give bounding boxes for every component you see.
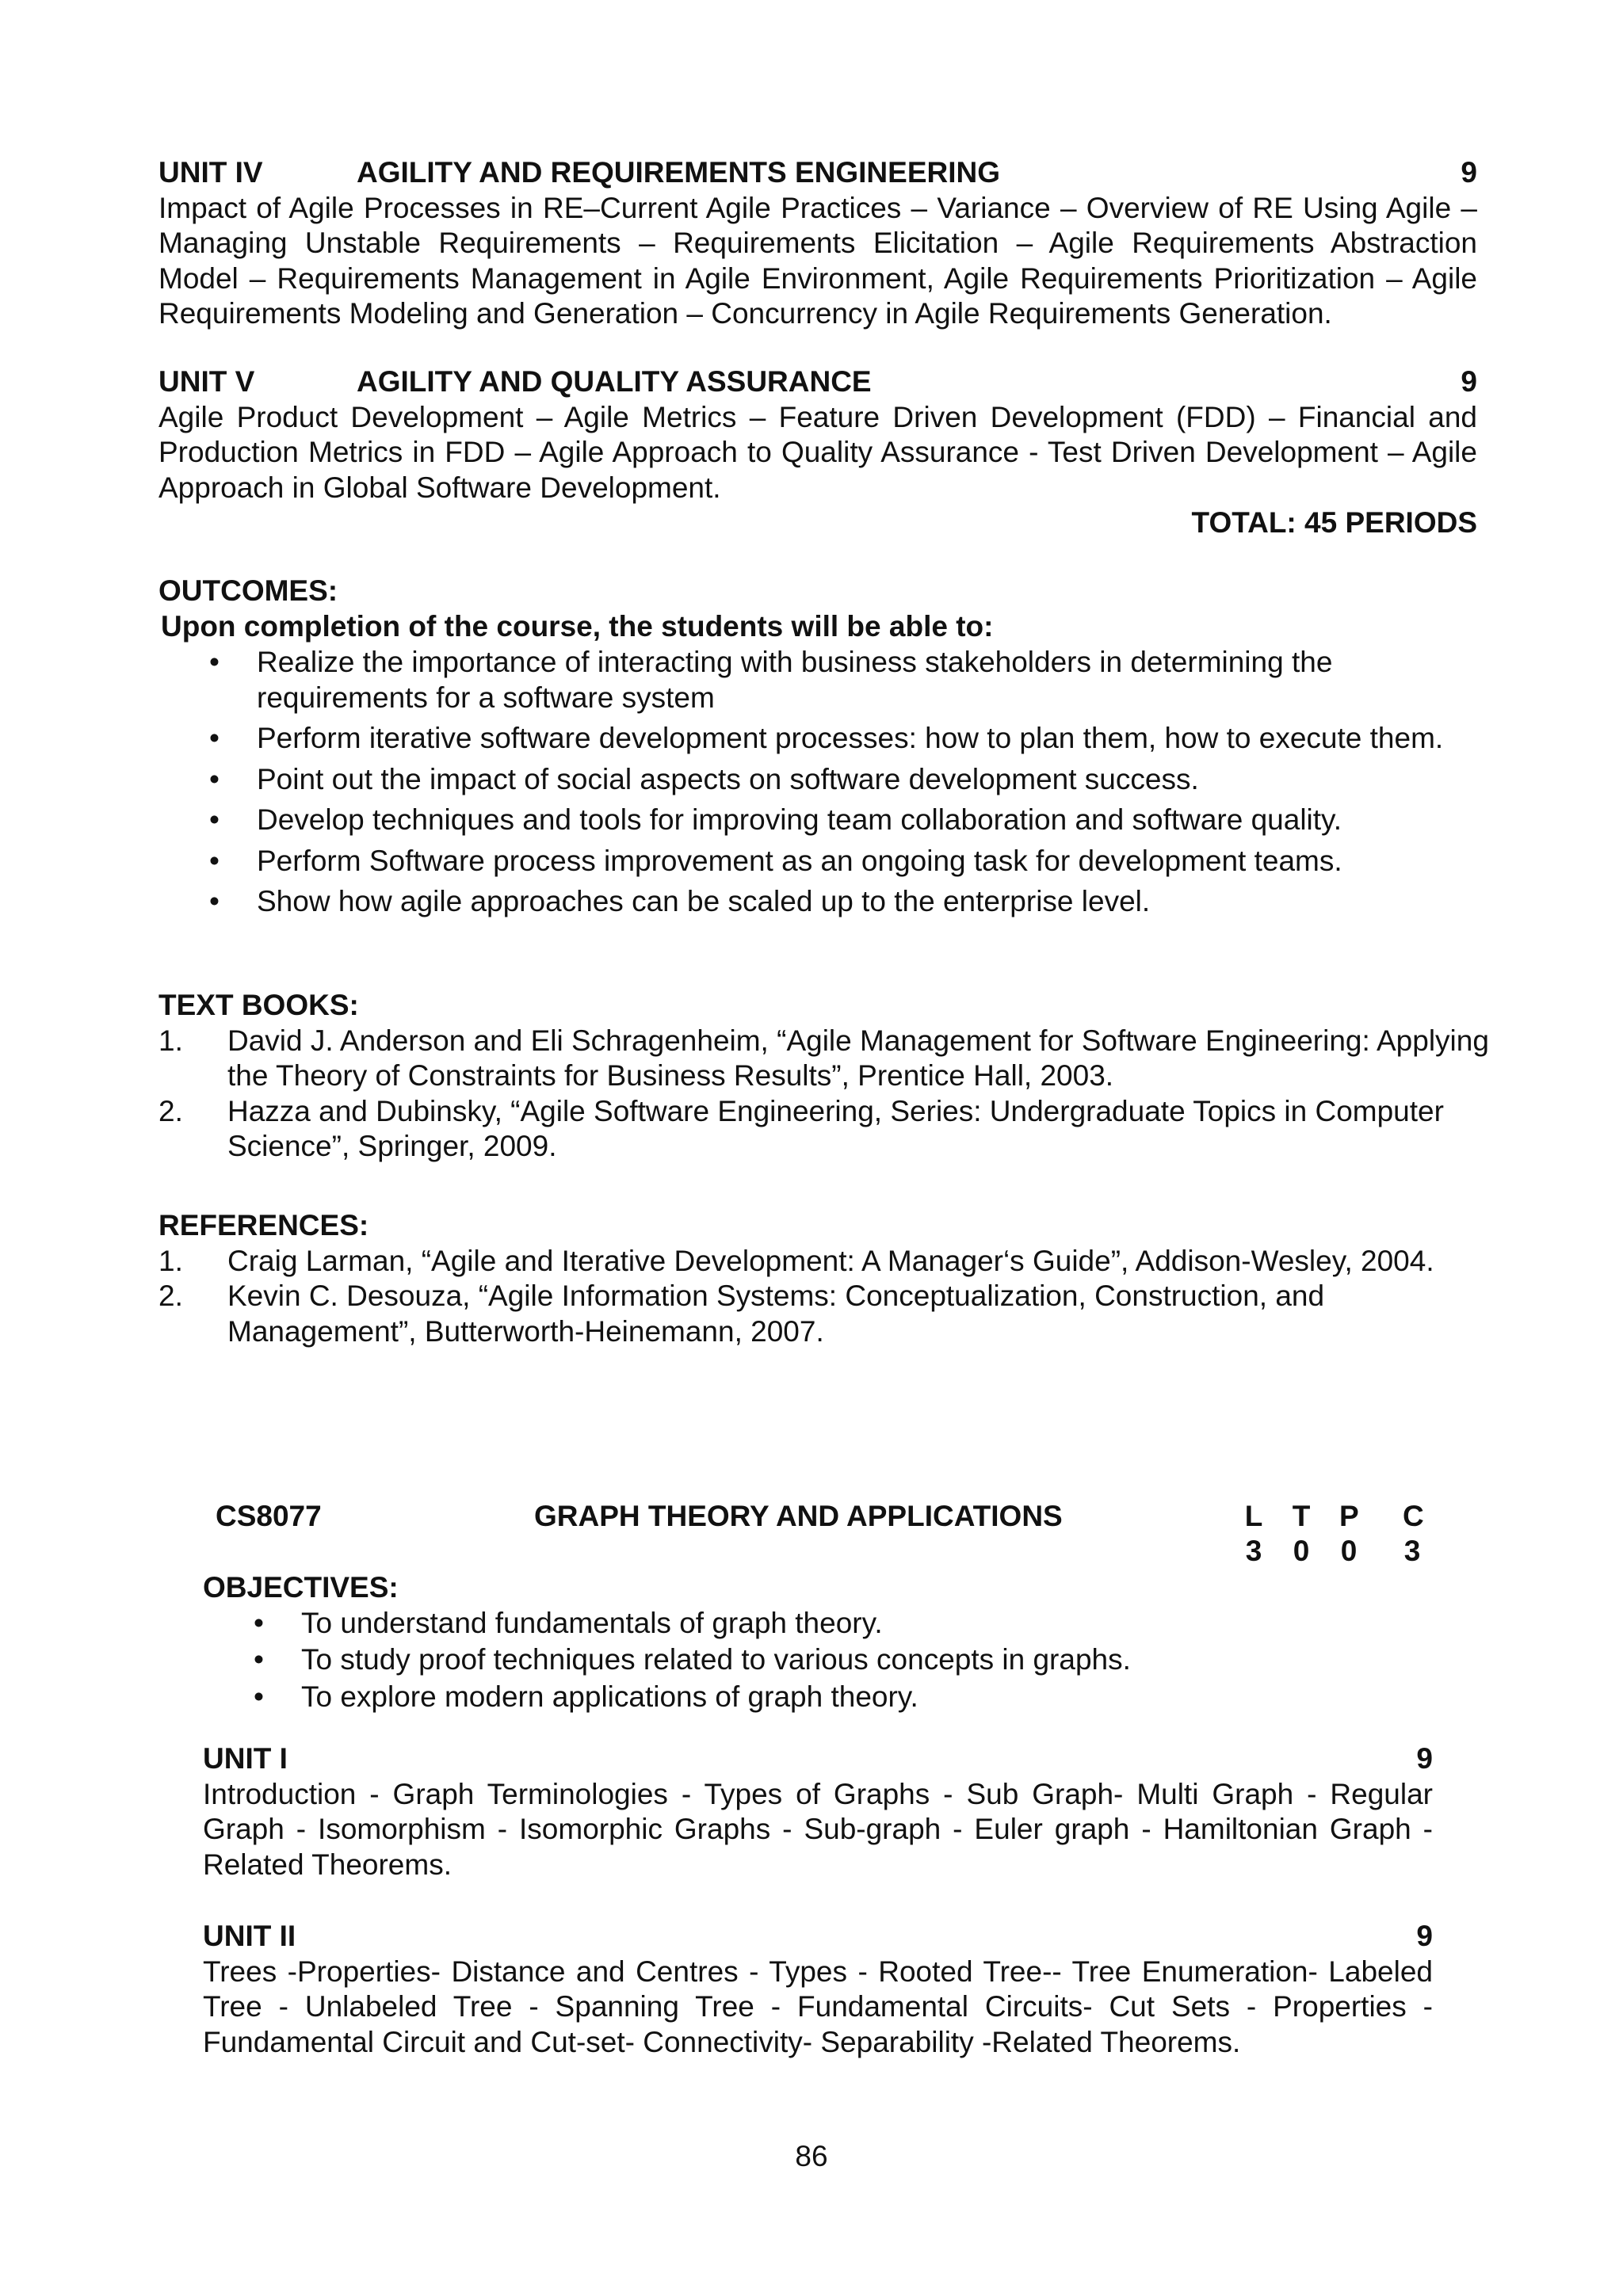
unit-i-content: Introduction - Graph Terminologies - Types of Graphs - Sub Graph- Multi Graph - Regular Graph - Isomorphism - Isomorphic Graphs - Sub-graph - Euler graph - Hamiltonian Graph - Related Theorems. — [203, 1777, 1433, 1881]
reference-text: Craig Larman, “Agile and Iterative Development: A Manager‘s Guide”, Addison-Wesley, 2004. — [227, 1244, 1434, 1277]
text-book-text: Hazza and Dubinsky, “Agile Software Engineering, Series: Undergraduate Topics in Computer Science”, Springer, 2009. — [227, 1094, 1444, 1162]
outcomes-intro: Upon completion of the course, the students will be able to: — [161, 609, 994, 643]
ltpc-label-l: L — [1244, 1500, 1263, 1532]
ltpc-value-l: 3 — [1245, 1535, 1262, 1567]
bullet-icon: • — [254, 1643, 264, 1676]
unit-i-hours: 9 — [1416, 1742, 1433, 1775]
text-books-section — [158, 988, 1506, 1165]
unit-ii-hours: 9 — [1416, 1920, 1433, 1952]
objective-item — [203, 1606, 1439, 1642]
unit-v-label: UNIT V — [158, 365, 255, 398]
ltpc-value-p: 0 — [1340, 1535, 1358, 1567]
outcome-text: Point out the impact of social aspects on software development success. — [257, 762, 1199, 795]
unit-i-header — [203, 1741, 1433, 1777]
outcomes-section — [158, 574, 1506, 920]
reference-number: 2. — [158, 1280, 183, 1312]
unit-v-header — [158, 364, 1477, 400]
unit-v-title: AGILITY AND QUALITY ASSURANCE — [357, 365, 872, 398]
unit-iv-header — [158, 155, 1477, 191]
page-number: 86 — [795, 2140, 828, 2172]
references-list — [158, 1244, 1506, 1350]
outcome-item — [158, 803, 1506, 838]
bullet-icon: • — [209, 722, 220, 754]
bullet-icon: • — [209, 762, 220, 795]
course-header — [216, 1499, 1436, 1570]
objective-item — [203, 1680, 1439, 1715]
outcome-text: Show how agile approaches can be scaled up to the enterprise level. — [257, 885, 1151, 917]
outcome-text: Develop techniques and tools for improving team collaboration and software quality. — [257, 803, 1342, 836]
objectives-list — [203, 1606, 1439, 1715]
outcome-text: Perform iterative software development processes: how to plan them, how to execute them. — [257, 722, 1444, 754]
text-book-number: 2. — [158, 1094, 183, 1127]
outcome-item — [158, 645, 1506, 715]
text-book-number: 1. — [158, 1024, 183, 1057]
bullet-icon: • — [209, 646, 220, 678]
references-heading: REFERENCES: — [158, 1209, 369, 1241]
reference-item — [158, 1244, 1506, 1280]
reference-item — [158, 1279, 1506, 1349]
unit-v-section — [158, 364, 1477, 541]
unit-v-content: Agile Product Development – Agile Metrics – Feature Driven Development (FDD) – Financial and Production Metrics in FDD – Agile Approach to Quality Assurance - Test Driven Development – Agile Approach in Global Software Development. — [158, 400, 1477, 504]
unit-ii-label: UNIT II — [203, 1920, 296, 1952]
text-book-item — [158, 1094, 1506, 1165]
bullet-icon: • — [254, 1606, 264, 1639]
unit-v-hours: 9 — [1461, 365, 1477, 398]
objective-text: To understand fundamentals of graph theory. — [301, 1606, 883, 1639]
unit-iv-label: UNIT IV — [158, 156, 263, 189]
unit-iv-title: AGILITY AND REQUIREMENTS ENGINEERING — [357, 156, 1001, 189]
bullet-icon: • — [209, 885, 220, 917]
unit-i-section — [203, 1741, 1433, 1882]
text-book-item — [158, 1024, 1506, 1094]
course-code: CS8077 — [216, 1500, 322, 1532]
text-books-list — [158, 1024, 1506, 1165]
ltpc-label-p: P — [1339, 1500, 1359, 1532]
course-title: GRAPH THEORY AND APPLICATIONS — [534, 1500, 1063, 1532]
text-books-heading: TEXT BOOKS: — [158, 989, 359, 1021]
unit-ii-content: Trees -Properties- Distance and Centres - Types - Rooted Tree-- Tree Enumeration- Labeled Tree - Unlabeled Tree - Spanning Tree - Fundamental Circuits- Cut Sets - Properties - Fundamental Circuit and Cut-set- Connectivity- Separability -Related Theorems. — [203, 1955, 1433, 2058]
outcome-item — [158, 762, 1506, 798]
outcome-text: Perform Software process improvement as an ongoing task for development teams. — [257, 844, 1342, 877]
unit-ii-section — [203, 1919, 1433, 2060]
unit-iv-content: Impact of Agile Processes in RE–Current Agile Practices – Variance – Overview of RE Using Agile – Managing Unstable Requirements – Requirements Elicitation – Agile Requirements Abstraction Model – Requirements Management in Agile Environment, Agile Requirements Prioritization – Agile Requirements Modeling and Generation – Concurrency in Agile Requirements Generation. — [158, 191, 1477, 330]
bullet-icon: • — [254, 1680, 264, 1713]
ltpc-value-c: 3 — [1403, 1535, 1421, 1567]
objectives-section — [203, 1570, 1439, 1714]
references-section — [158, 1208, 1506, 1349]
outcome-item — [158, 844, 1506, 879]
unit-ii-header — [203, 1919, 1433, 1955]
outcome-item — [158, 884, 1506, 920]
ltpc-label-t: T — [1292, 1500, 1311, 1532]
outcomes-heading: OUTCOMES: — [158, 574, 338, 607]
objectives-heading: OBJECTIVES: — [203, 1571, 399, 1604]
outcome-item — [158, 721, 1506, 757]
text-book-text: David J. Anderson and Eli Schragenheim, “Agile Management for Software Engineering: Applying the Theory of Constraints for Business Results”, Prentice Hall, 2003. — [227, 1024, 1489, 1092]
reference-number: 1. — [158, 1244, 183, 1277]
ltpc-value-t: 0 — [1293, 1535, 1310, 1567]
unit-iv-section — [158, 155, 1477, 332]
unit-i-label: UNIT I — [203, 1742, 288, 1775]
ltpc-label-c: C — [1403, 1500, 1424, 1532]
bullet-icon: • — [209, 803, 220, 836]
unit-iv-hours: 9 — [1461, 156, 1477, 189]
objective-text: To explore modern applications of graph theory. — [301, 1680, 918, 1713]
outcome-text: Realize the importance of interacting with business stakeholders in determining the requirements for a software system — [257, 646, 1333, 714]
bullet-icon: • — [209, 844, 220, 877]
outcomes-list — [158, 645, 1506, 920]
objective-text: To study proof techniques related to various concepts in graphs. — [301, 1643, 1131, 1676]
total-periods: TOTAL: 45 PERIODS — [1191, 506, 1477, 539]
reference-text: Kevin C. Desouza, “Agile Information Systems: Conceptualization, Construction, and Management”, Butterworth-Heinemann, 2007. — [227, 1280, 1325, 1348]
objective-item — [203, 1642, 1439, 1678]
